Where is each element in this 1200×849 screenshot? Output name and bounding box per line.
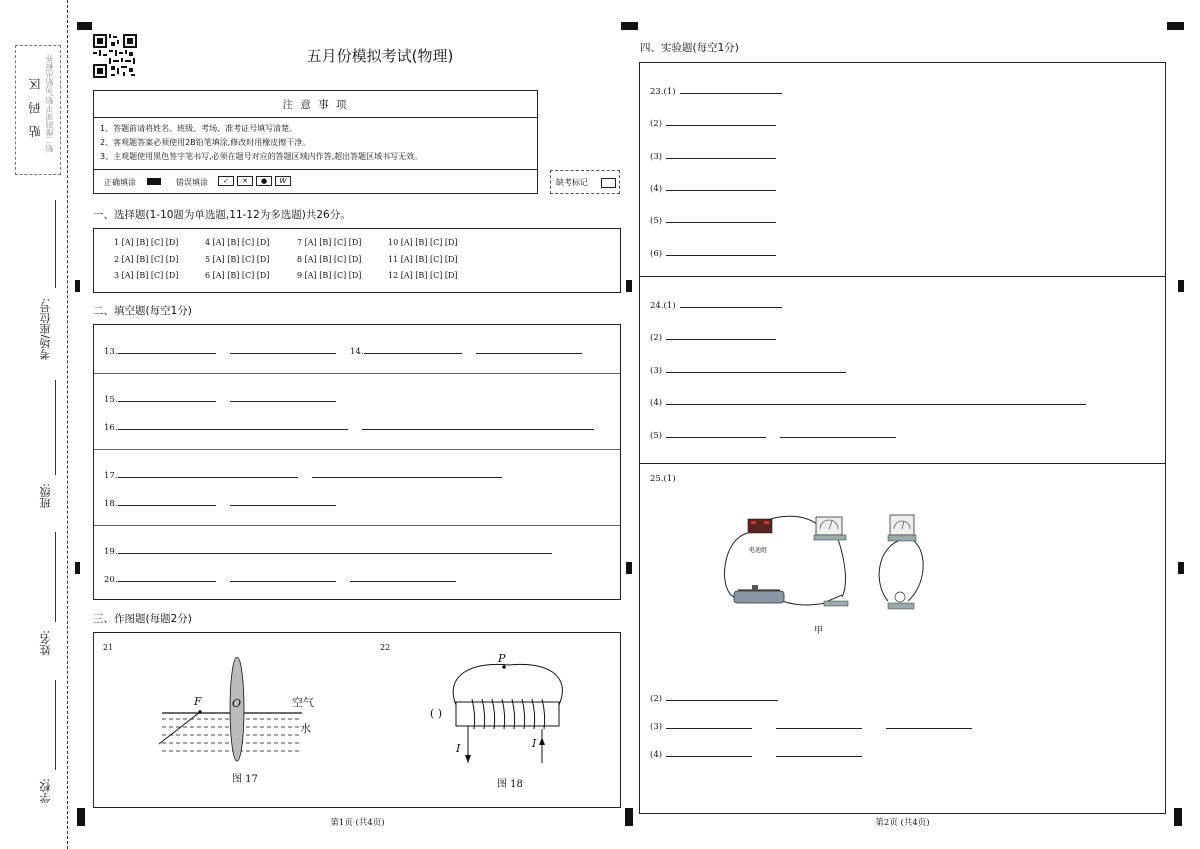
answer-blank[interactable] xyxy=(666,148,776,159)
q25-1-label: 25.(1) xyxy=(650,474,676,484)
q18-label: 18. xyxy=(104,499,118,509)
fig17-label-water: 水 xyxy=(300,722,311,735)
answer-blank[interactable] xyxy=(776,718,862,729)
registration-mark xyxy=(621,22,638,30)
q25-2-row xyxy=(650,690,778,704)
seat-line xyxy=(55,200,56,288)
q16-row xyxy=(104,419,594,433)
q14-row xyxy=(350,343,582,357)
answer-blank[interactable] xyxy=(476,343,582,354)
wrong-fill-label: 错误填涂 xyxy=(176,178,208,187)
registration-mark xyxy=(1178,562,1184,574)
q23-3-row xyxy=(650,148,776,162)
correct-fill-sample xyxy=(147,178,161,185)
absent-mark-box[interactable] xyxy=(550,170,620,194)
q19-label: 19. xyxy=(104,547,118,557)
q17-label: 17. xyxy=(104,471,118,481)
registration-mark xyxy=(1174,808,1182,826)
page2-footer: 第2页 (共4页) xyxy=(875,818,930,828)
qr-code-icon xyxy=(93,34,137,78)
field-school: 学校: xyxy=(39,778,52,804)
fig18-caption: 图 18 xyxy=(497,779,523,790)
choice-q8[interactable]: 8 [A] [B] [C] [D] xyxy=(297,255,362,264)
school-line xyxy=(55,680,56,770)
answer-blank[interactable] xyxy=(230,571,336,582)
choice-q11[interactable]: 11 [A] [B] [C] [D] xyxy=(388,255,458,264)
q17-row xyxy=(104,467,502,481)
q25-2-label: (2) xyxy=(650,694,663,704)
choice-q3[interactable]: 3 [A] [B] [C] [D] xyxy=(114,271,179,280)
q25-3-label: (3) xyxy=(650,722,663,732)
answer-blank[interactable] xyxy=(362,419,594,430)
answer-blank[interactable] xyxy=(666,180,776,191)
section-choice-title: 一、选择题(1-10题为单选题,11-12为多选题)共26分。 xyxy=(93,209,351,221)
q24-4-row xyxy=(650,394,1086,408)
answer-blank[interactable] xyxy=(666,362,846,373)
registration-mark xyxy=(625,808,633,826)
fig17-caption: 图 17 xyxy=(232,774,258,785)
answer-blank[interactable] xyxy=(680,297,782,308)
notice-item: 2、客观题答案必须使用2B铅笔填涂,修改时用橡皮擦干净。 xyxy=(100,138,311,147)
q19-row xyxy=(104,543,552,557)
q16-label: 16. xyxy=(104,423,118,433)
answer-blank[interactable] xyxy=(118,419,348,430)
answer-blank[interactable] xyxy=(680,83,782,94)
registration-mark xyxy=(1167,22,1184,30)
registration-mark xyxy=(626,562,632,574)
answer-blank[interactable] xyxy=(666,690,778,701)
answer-blank[interactable] xyxy=(350,571,456,582)
registration-mark xyxy=(75,280,80,292)
answer-blank[interactable] xyxy=(118,543,552,554)
q13-label: 13. xyxy=(104,347,118,357)
field-seat: 考场/座位号: xyxy=(39,298,52,361)
sticker-area-label: 贴 码 区 xyxy=(28,74,42,138)
q20-label: 20. xyxy=(104,575,118,585)
choice-q9[interactable]: 9 [A] [B] [C] [D] xyxy=(297,271,362,280)
q25-4-label: (4) xyxy=(650,750,663,760)
drawing-box xyxy=(93,632,621,808)
fig18-label-i-left: I xyxy=(456,742,461,755)
q24-1-label: 24.(1) xyxy=(650,301,676,311)
fig18-label-i-right: I xyxy=(532,737,537,750)
choice-q2[interactable]: 2 [A] [B] [C] [D] xyxy=(114,255,179,264)
q24-5-row xyxy=(650,427,896,441)
choice-box xyxy=(93,228,621,293)
q23-4-row xyxy=(650,180,776,194)
sticker-area xyxy=(15,45,61,175)
wrong-fill-cross: ✕ xyxy=(237,176,253,186)
answer-blank[interactable] xyxy=(776,746,862,757)
sticker-area-note: 贴二维码须平贴,勿贴出框外 xyxy=(45,54,54,153)
q23-2-row xyxy=(650,115,776,129)
registration-mark xyxy=(75,562,80,574)
answer-blank[interactable] xyxy=(364,343,462,354)
wrong-fill-samples xyxy=(218,176,291,186)
q24-2-row xyxy=(650,329,776,343)
q23-5-label: (5) xyxy=(650,216,663,226)
notice-item: 3、主观题使用黑色签字笔书写,必须在题号对应的答题区域内作答,超出答题区域书写无效。 xyxy=(100,152,423,161)
fig17-label-f: F xyxy=(194,695,202,708)
answer-blank[interactable] xyxy=(312,467,502,478)
choice-q6[interactable]: 6 [A] [B] [C] [D] xyxy=(205,271,270,280)
experiment-box xyxy=(639,62,1166,814)
answer-blank[interactable] xyxy=(118,343,216,354)
registration-mark xyxy=(77,808,85,826)
answer-blank[interactable] xyxy=(666,245,776,256)
answer-blank[interactable] xyxy=(666,212,776,223)
section-fill-title: 二、填空题(每空1分) xyxy=(93,305,192,317)
q23-5-row xyxy=(650,212,776,226)
q15-label: 15. xyxy=(104,395,118,405)
page-title: 五月份模拟考试(物理) xyxy=(306,47,454,65)
q18-row xyxy=(104,495,336,509)
wrong-fill-dot: ● xyxy=(256,176,272,186)
figure-18-solenoid[interactable] xyxy=(444,655,574,767)
choice-q5[interactable]: 5 [A] [B] [C] [D] xyxy=(205,255,270,264)
q23-3-label: (3) xyxy=(650,152,663,162)
fill-box xyxy=(93,324,621,600)
q21-label: 21 xyxy=(103,643,114,652)
choice-q4[interactable]: 4 [A] [B] [C] [D] xyxy=(205,238,270,247)
answer-blank[interactable] xyxy=(666,394,1086,405)
answer-blank[interactable] xyxy=(230,495,336,506)
wrong-fill-check: ✓ xyxy=(218,176,234,186)
answer-blank[interactable] xyxy=(666,115,776,126)
registration-mark xyxy=(77,22,92,30)
q22-label: 22 xyxy=(380,643,391,652)
figure-jia-caption: 甲 xyxy=(814,626,824,636)
q23-6-label: (6) xyxy=(650,249,663,259)
answer-blank[interactable] xyxy=(666,746,752,757)
choice-q1[interactable]: 1 [A] [B] [C] [D] xyxy=(114,238,179,247)
answer-blank[interactable] xyxy=(230,391,336,402)
q24-3-label: (3) xyxy=(650,366,663,376)
class-line xyxy=(55,380,56,475)
name-line xyxy=(55,532,56,622)
q23-1-row xyxy=(650,83,782,97)
q14-label: 14. xyxy=(350,347,364,357)
q13-row xyxy=(104,343,336,357)
q23-1-label: 23.(1) xyxy=(650,87,676,97)
absent-mark-label: 缺考标记 xyxy=(556,178,588,187)
answer-blank[interactable] xyxy=(118,571,216,582)
q25-4-row xyxy=(650,746,862,760)
q24-2-label: (2) xyxy=(650,333,663,343)
answer-blank[interactable] xyxy=(118,467,298,478)
absent-mark-checkbox[interactable] xyxy=(601,178,616,188)
q23-4-label: (4) xyxy=(650,184,663,194)
q23-2-label: (2) xyxy=(650,119,663,129)
q24-4-label: (4) xyxy=(650,398,663,408)
q25-3-row xyxy=(650,718,972,732)
notice-box xyxy=(93,90,538,194)
q23-6-row xyxy=(650,245,776,259)
field-class: 班级: xyxy=(39,483,52,509)
q15-row xyxy=(104,391,336,405)
correct-fill-label: 正确填涂 xyxy=(104,178,136,187)
fig17-label-o: O xyxy=(232,697,242,710)
answer-blank[interactable] xyxy=(780,427,896,438)
registration-mark xyxy=(1178,280,1184,292)
q24-3-row xyxy=(650,362,846,376)
fig17-label-air: 空气 xyxy=(292,696,314,709)
q24-5-label: (5) xyxy=(650,431,663,441)
registration-mark xyxy=(626,280,632,292)
figure-17-lens[interactable] xyxy=(154,657,334,767)
choice-q7[interactable]: 7 [A] [B] [C] [D] xyxy=(297,238,362,247)
section-drawing-title: 三、作图题(每题2分) xyxy=(93,613,192,625)
answer-blank[interactable] xyxy=(118,495,216,506)
circuit-apparatus-figure[interactable] xyxy=(718,511,928,615)
field-name: 姓名: xyxy=(39,630,52,656)
answer-blank[interactable] xyxy=(230,343,336,354)
battery-label: 电池组 xyxy=(749,547,768,554)
fig18-label-p: P xyxy=(498,652,506,665)
answer-blank[interactable] xyxy=(666,427,766,438)
choice-q12[interactable]: 12 [A] [B] [C] [D] xyxy=(388,271,458,280)
notice-item: 1、答题前请将姓名、班级、考场、准考证号填写清楚。 xyxy=(100,124,298,133)
q20-row xyxy=(104,571,456,585)
answer-blank[interactable] xyxy=(118,391,216,402)
page1-footer: 第1页 (共4页) xyxy=(330,818,385,828)
q24-1-row xyxy=(650,297,782,311)
cut-line xyxy=(67,0,68,849)
notice-title: 注 意 事 项 xyxy=(282,99,349,111)
answer-blank[interactable] xyxy=(666,718,752,729)
fig18-paren[interactable]: ( ) xyxy=(430,707,443,720)
section-experiment-title: 四、实验题(每空1分) xyxy=(640,42,739,54)
answer-blank[interactable] xyxy=(886,718,972,729)
wrong-fill-w: W xyxy=(275,176,291,186)
choice-q10[interactable]: 10 [A] [B] [C] [D] xyxy=(388,238,458,247)
answer-blank[interactable] xyxy=(666,329,776,340)
